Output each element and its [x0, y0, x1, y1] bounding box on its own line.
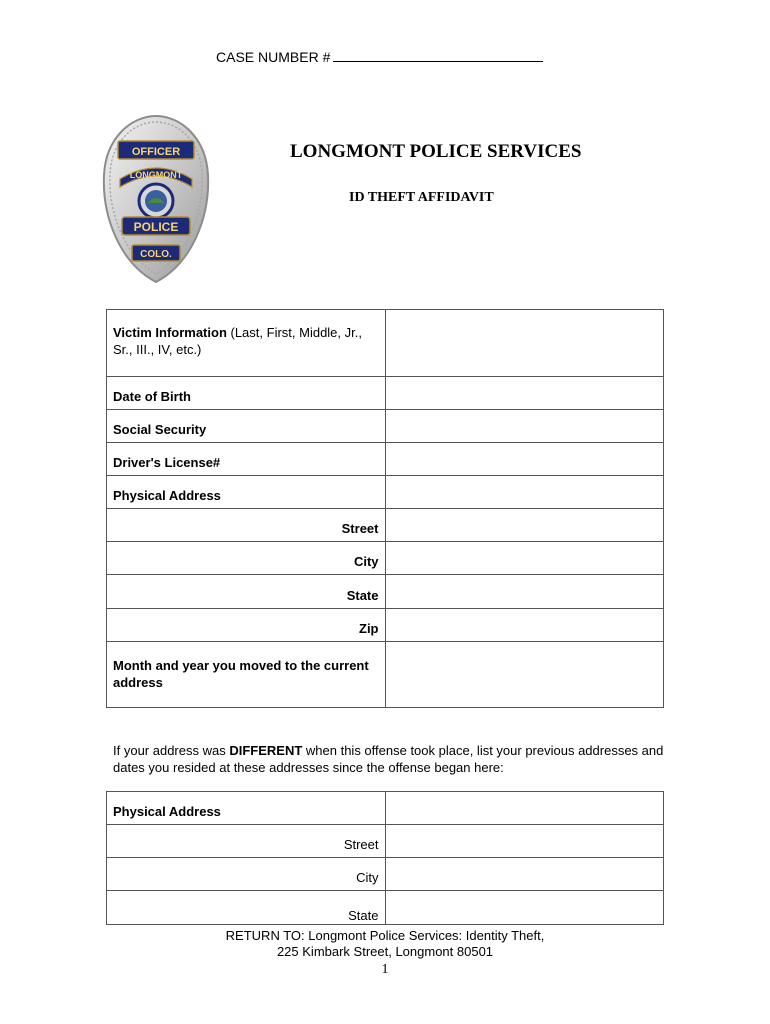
- victim-info-table: [106, 309, 664, 708]
- page-subtitle: ID THEFT AFFIDAVIT: [349, 190, 494, 205]
- city-input[interactable]: [385, 542, 664, 575]
- prev-street-label: Street: [107, 825, 386, 858]
- case-number-field: [216, 47, 543, 65]
- table-row: [107, 310, 664, 377]
- table-row: [107, 858, 664, 891]
- drivers-license-label: Driver's License#: [107, 443, 386, 476]
- footer-line-1: RETURN TO: Longmont Police Services: Identity Theft,: [225, 928, 545, 943]
- state-input[interactable]: [385, 575, 664, 609]
- table-row: [107, 825, 664, 858]
- physical-address-input[interactable]: [385, 476, 664, 509]
- instructions-text-start: If your address was: [113, 743, 230, 758]
- table-row: [107, 443, 664, 476]
- table-row: [107, 542, 664, 575]
- prev-physical-address-input[interactable]: [385, 792, 664, 825]
- table-row: [107, 792, 664, 825]
- previous-address-instructions: [113, 742, 673, 776]
- badge-text-police: POLICE: [133, 220, 179, 234]
- victim-info-label-bold: Victim Information: [113, 325, 227, 340]
- prev-state-label: State: [107, 891, 386, 925]
- victim-info-label-detail: (Last, First, Middle, Jr., Sr., III., IV, etc.): [113, 325, 362, 357]
- previous-address-table: [106, 791, 664, 925]
- prev-physical-address-label: Physical Address: [107, 792, 386, 825]
- badge-text-city: LONGMONT: [129, 170, 183, 180]
- prev-city-input[interactable]: [385, 858, 664, 891]
- badge-text-state: COLO.: [140, 249, 172, 260]
- table-row: [107, 476, 664, 509]
- instructions-text-end: when this offense took place, list your previous addresses and dates you resided at these addresses since the offense began here:: [113, 743, 664, 775]
- state-label: State: [107, 575, 386, 609]
- physical-address-label: Physical Address: [107, 476, 386, 509]
- victim-info-label: [107, 310, 386, 377]
- victim-info-input[interactable]: [385, 310, 664, 377]
- moved-date-input[interactable]: [385, 642, 664, 708]
- prev-street-input[interactable]: [385, 825, 664, 858]
- zip-label: Zip: [107, 609, 386, 642]
- instructions-emphasis: DIFFERENT: [229, 743, 303, 758]
- street-input[interactable]: [385, 509, 664, 542]
- street-label: Street: [107, 509, 386, 542]
- badge-text-officer: OFFICER: [131, 146, 181, 158]
- zip-input[interactable]: [385, 609, 664, 642]
- case-number-blank[interactable]: [333, 47, 543, 62]
- return-address-footer: [0, 928, 770, 960]
- ssn-label: Social Security: [107, 410, 386, 443]
- table-row: [107, 377, 664, 410]
- table-row: [107, 410, 664, 443]
- table-row: [107, 642, 664, 708]
- page-title: LONGMONT POLICE SERVICES: [290, 141, 582, 162]
- dob-input[interactable]: [385, 377, 664, 410]
- city-label: City: [107, 542, 386, 575]
- ssn-input[interactable]: [385, 410, 664, 443]
- footer-line-2: 225 Kimbark Street, Longmont 80501: [276, 944, 494, 959]
- table-row: [107, 609, 664, 642]
- drivers-license-input[interactable]: [385, 443, 664, 476]
- police-badge-icon: [100, 113, 212, 285]
- table-row: [107, 891, 664, 925]
- case-number-label: CASE NUMBER #: [216, 49, 331, 65]
- prev-city-label: City: [107, 858, 386, 891]
- dob-label: Date of Birth: [107, 377, 386, 410]
- page-number: 1: [381, 962, 389, 977]
- moved-date-label: Month and year you moved to the current address: [107, 642, 386, 708]
- prev-state-input[interactable]: [385, 891, 664, 925]
- table-row: [107, 575, 664, 609]
- table-row: [107, 509, 664, 542]
